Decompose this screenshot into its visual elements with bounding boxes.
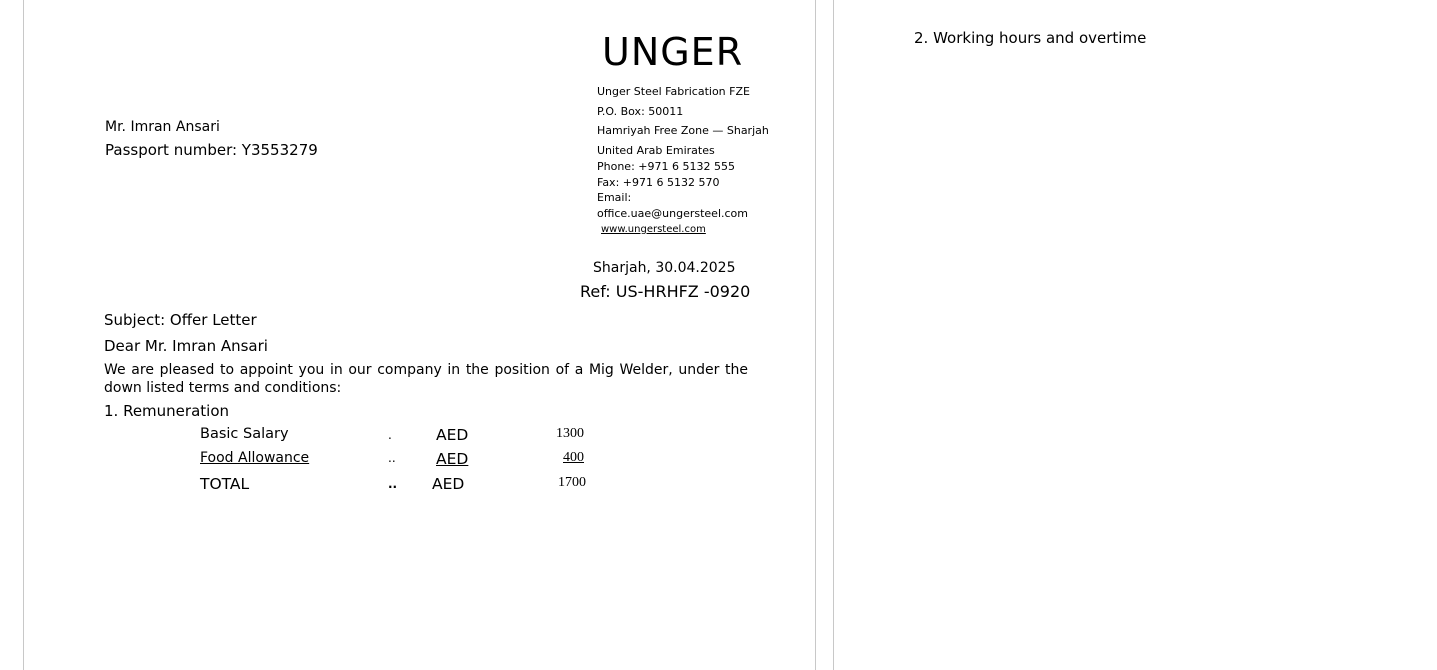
company-address-block	[597, 84, 769, 237]
remuneration-row-amount	[524, 450, 584, 466]
section-working-hours-title: 2. Working hours and overtime	[914, 29, 1147, 47]
recipient-passport: Passport number: Y3553279	[105, 141, 318, 159]
remuneration-total-amount: 1700	[558, 475, 586, 490]
company-email: office.uae@ungersteel.com	[597, 206, 748, 220]
remuneration-row-amount: 1300	[556, 426, 584, 441]
section-remuneration-title: 1. Remuneration	[104, 402, 230, 420]
company-website-link[interactable]: www.ungersteel.com	[601, 223, 706, 235]
remuneration-total-currency: AED	[432, 475, 465, 493]
company-po-box: P.O. Box: 50011	[597, 104, 684, 118]
letter-salutation: Dear Mr. Imran Ansari	[104, 337, 268, 355]
document-page-2	[833, 0, 1437, 670]
remuneration-row-leader: ..	[388, 451, 396, 465]
company-phone: Phone: +971 6 5132 555	[597, 159, 735, 173]
remuneration-row-currency: AED	[436, 450, 469, 468]
letter-intro-paragraph: We are pleased to appoint you in our company in the position of a Mig Welder, under the down listed terms and conditions:	[104, 362, 748, 396]
remuneration-total-label: TOTAL	[200, 475, 250, 493]
company-country: United Arab Emirates	[597, 144, 715, 158]
reference-number: Ref: US-HRHFZ -0920	[580, 282, 751, 301]
recipient-name: Mr. Imran Ansari	[105, 119, 220, 135]
letter-subject: Subject: Offer Letter	[104, 311, 257, 329]
remuneration-row-leader: .	[388, 428, 392, 442]
remuneration-row-amount-text: 400	[563, 450, 584, 465]
company-name: Unger Steel Fabrication FZE	[597, 85, 750, 98]
place-date: Sharjah, 30.04.2025	[593, 260, 736, 276]
remuneration-row-leader: ..	[388, 477, 398, 491]
remuneration-row-label: Basic Salary	[200, 426, 289, 442]
remuneration-row-label-text: Food Allowance	[200, 450, 310, 466]
company-fax: Fax: +971 6 5132 570	[597, 175, 720, 189]
document-page-1	[23, 0, 816, 670]
company-email-label: Email:	[597, 191, 632, 205]
company-zone: Hamriyah Free Zone — Sharjah	[597, 124, 769, 138]
company-logo: UNGER	[602, 30, 744, 74]
remuneration-row-currency: AED	[436, 426, 469, 444]
remuneration-row-label	[200, 450, 389, 466]
